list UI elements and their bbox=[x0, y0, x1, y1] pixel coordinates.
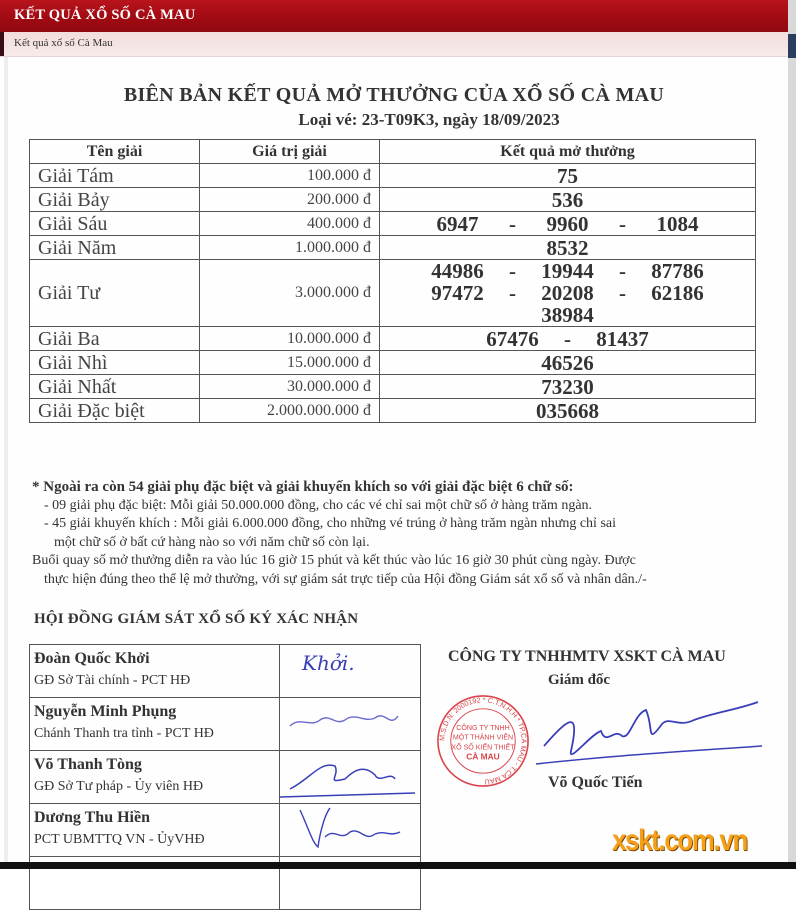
director-position: Giám đốc bbox=[548, 672, 611, 688]
prize-name: Giải Nhì bbox=[30, 351, 200, 375]
table-row bbox=[30, 399, 756, 423]
results-table-header bbox=[30, 140, 756, 164]
council-member bbox=[30, 751, 280, 804]
prize-name: Giải Đặc biệt bbox=[30, 399, 200, 423]
winning-number: 536 bbox=[551, 187, 584, 212]
breadcrumb-bar bbox=[0, 32, 788, 57]
member-signature bbox=[280, 751, 421, 804]
prize-name: Giải Năm bbox=[30, 236, 200, 260]
prize-value: 30.000.000 đ bbox=[200, 375, 380, 399]
council-member-row bbox=[30, 645, 421, 698]
winning-number: 87786 bbox=[651, 259, 704, 283]
member-role: PCT UBMTTQ VN - ỦyVHĐ bbox=[34, 832, 205, 847]
member-role: GĐ Sở Tư pháp - Ủy viên HĐ bbox=[34, 779, 204, 794]
prize-name: Giải Bảy bbox=[30, 188, 200, 212]
member-signature bbox=[280, 804, 421, 857]
member-signature bbox=[280, 645, 421, 698]
left-edge-accent bbox=[0, 32, 4, 56]
winning-number: 81437 bbox=[596, 326, 649, 351]
member-name: Đoàn Quốc Khởi bbox=[34, 650, 150, 667]
stamp-line-2: MỘT THÀNH VIÊN bbox=[452, 733, 514, 742]
company-name: CÔNG TY TNHHMTV XSKT CÀ MAU bbox=[448, 648, 726, 665]
notes-line-consolation-cont: một chữ số ở bất cứ hàng nào so với năm chữ số còn lại. bbox=[54, 534, 370, 550]
winning-number: 38984 bbox=[541, 303, 594, 327]
table-row bbox=[30, 212, 756, 236]
result-separator: - bbox=[619, 259, 626, 283]
prize-name: Giải Tư bbox=[30, 260, 200, 327]
result-line bbox=[388, 237, 747, 259]
member-role: Chánh Thanh tra tỉnh - PCT HĐ bbox=[34, 726, 214, 741]
prize-result bbox=[380, 212, 756, 236]
council-member-row bbox=[30, 698, 421, 751]
member-name: Dương Thu Hiền bbox=[34, 809, 150, 826]
winning-number: 75 bbox=[557, 163, 578, 188]
prize-value: 400.000 đ bbox=[200, 212, 380, 236]
result-line bbox=[388, 352, 747, 374]
table-row bbox=[30, 375, 756, 399]
winning-number: 1084 bbox=[656, 211, 699, 236]
stamp-ring-text: M.S.D.N: 2000192 * C.T.N.H.H * TP.CÀ MAU - T.CÀ MAU bbox=[438, 696, 528, 786]
scrollbar[interactable] bbox=[788, 0, 796, 869]
signature-mark bbox=[280, 698, 415, 746]
prize-value: 200.000 đ bbox=[200, 188, 380, 212]
table-row bbox=[30, 188, 756, 212]
result-line bbox=[388, 400, 747, 422]
site-header-bar bbox=[0, 0, 788, 32]
result-separator: - bbox=[619, 211, 626, 236]
director-name: Võ Quốc Tiến bbox=[548, 774, 643, 791]
notes-line-schedule: Buổi quay số mở thưởng diễn ra vào lúc 16 giờ 15 phút và kết thúc vào lúc 16 giờ 30 phút cùng ngày. Được bbox=[32, 553, 636, 568]
watermark-logo: xskt.com.vn bbox=[612, 824, 747, 857]
director-signature bbox=[536, 696, 764, 766]
winning-number: 6947 bbox=[436, 211, 479, 236]
bottom-bar bbox=[0, 862, 796, 869]
signature-text: Khởi. bbox=[302, 651, 355, 675]
header-draw-result: Kết quả mở thưởng bbox=[380, 140, 756, 164]
prize-value: 2.000.000.000 đ bbox=[200, 399, 380, 423]
table-row bbox=[30, 236, 756, 260]
council-member bbox=[30, 804, 280, 857]
prize-value: 10.000.000 đ bbox=[200, 327, 380, 351]
company-signature-block bbox=[436, 644, 776, 814]
prize-name: Giải Tám bbox=[30, 164, 200, 188]
result-line bbox=[388, 260, 747, 282]
council-member bbox=[30, 645, 280, 698]
prize-value: 100.000 đ bbox=[200, 164, 380, 188]
council-title: HỘI ĐỒNG GIÁM SÁT XỔ SỐ KÝ XÁC NHẬN bbox=[34, 611, 359, 627]
stamp-line-1: CÔNG TY TNHH bbox=[456, 724, 510, 733]
document-subtitle: Loại vé: 23-T09K3, ngày 18/09/2023 bbox=[298, 110, 560, 129]
notes-line-schedule-cont: thực hiện đúng theo thể lệ mở thưởng, với sự giám sát trực tiếp của Hội đồng Giám sát xổ số và nhân dân./- bbox=[44, 571, 647, 587]
notes-line-consolation: - 45 giải khuyến khích : Mỗi giải 6.000.000 đồng, cho những vé trúng ở hàng trăm ngàn nhưng chỉ sai bbox=[44, 516, 616, 531]
document-title: BIÊN BẢN KẾT QUẢ MỞ THƯỞNG CỦA XỔ SỐ CÀ MAU bbox=[123, 84, 665, 106]
result-separator: - bbox=[619, 281, 626, 305]
scrollbar-thumb[interactable] bbox=[788, 34, 796, 58]
table-row bbox=[30, 164, 756, 188]
prize-value: 1.000.000 đ bbox=[200, 236, 380, 260]
header-prize-name: Tên giải bbox=[30, 140, 200, 164]
winning-number: 035668 bbox=[536, 398, 599, 423]
prize-result bbox=[380, 375, 756, 399]
table-row bbox=[30, 327, 756, 351]
signature-mark bbox=[280, 751, 415, 799]
signature-mark bbox=[280, 804, 415, 852]
result-separator: - bbox=[509, 281, 516, 305]
prize-value: 15.000.000 đ bbox=[200, 351, 380, 375]
winning-number: 20208 bbox=[541, 281, 594, 305]
winning-number: 44986 bbox=[431, 259, 484, 283]
notes-line-special: - 09 giải phụ đặc biệt: Mỗi giải 50.000.000 đồng, cho các vé chỉ sai một chữ số ở hàng trăm ngàn. bbox=[44, 497, 593, 513]
member-name: Võ Thanh Tòng bbox=[34, 756, 142, 773]
stamp-line-3: XỔ SỐ KIẾN THIẾT bbox=[451, 743, 515, 752]
prize-result bbox=[380, 188, 756, 212]
prize-result bbox=[380, 351, 756, 375]
stamp-line-4: CÀ MAU bbox=[466, 751, 500, 762]
result-line bbox=[388, 304, 747, 326]
result-line bbox=[388, 376, 747, 398]
site-header-title: KẾT QUẢ XỔ SỐ CÀ MAU bbox=[14, 7, 196, 23]
table-row bbox=[30, 260, 756, 327]
winning-number: 97472 bbox=[431, 281, 484, 305]
council-member-row bbox=[30, 751, 421, 804]
result-line bbox=[388, 328, 747, 350]
table-row bbox=[30, 351, 756, 375]
winning-number: 46526 bbox=[541, 350, 594, 375]
prize-result bbox=[380, 236, 756, 260]
result-line bbox=[388, 189, 747, 211]
winning-number: 8532 bbox=[546, 235, 589, 260]
result-line bbox=[388, 282, 747, 304]
notes-section bbox=[32, 478, 762, 589]
prize-result bbox=[380, 327, 756, 351]
results-table bbox=[29, 139, 756, 423]
prize-result bbox=[380, 399, 756, 423]
company-stamp bbox=[436, 694, 530, 788]
member-name: Nguyễn Minh Phụng bbox=[34, 703, 177, 720]
council-member-row bbox=[30, 804, 421, 857]
winning-number: 73230 bbox=[541, 374, 594, 399]
winning-number: 9960 bbox=[546, 211, 589, 236]
prize-result bbox=[380, 260, 756, 327]
prize-name: Giải Ba bbox=[30, 327, 200, 351]
prize-result bbox=[380, 164, 756, 188]
prize-name: Giải Nhất bbox=[30, 375, 200, 399]
winning-number: 62186 bbox=[651, 281, 704, 305]
member-signature bbox=[280, 698, 421, 751]
header-prize-value: Giá trị giải bbox=[200, 140, 380, 164]
result-line bbox=[388, 165, 747, 187]
winning-number: 19944 bbox=[541, 259, 594, 283]
prize-value: 3.000.000 đ bbox=[200, 260, 380, 327]
member-role: GĐ Sở Tài chính - PCT HĐ bbox=[34, 673, 191, 688]
council-member bbox=[30, 698, 280, 751]
council-signers-table bbox=[29, 644, 421, 910]
result-separator: - bbox=[564, 326, 571, 351]
winning-number: 67476 bbox=[486, 326, 539, 351]
prize-name: Giải Sáu bbox=[30, 212, 200, 236]
result-separator: - bbox=[509, 211, 516, 236]
notes-headline: * Ngoài ra còn 54 giải phụ đặc biệt và giải khuyến khích so với giải đặc biệt 6 chữ số: bbox=[32, 479, 574, 495]
result-separator: - bbox=[509, 259, 516, 283]
result-line bbox=[388, 213, 747, 235]
breadcrumb[interactable]: Kết quả xổ số Cà Mau bbox=[14, 37, 113, 49]
